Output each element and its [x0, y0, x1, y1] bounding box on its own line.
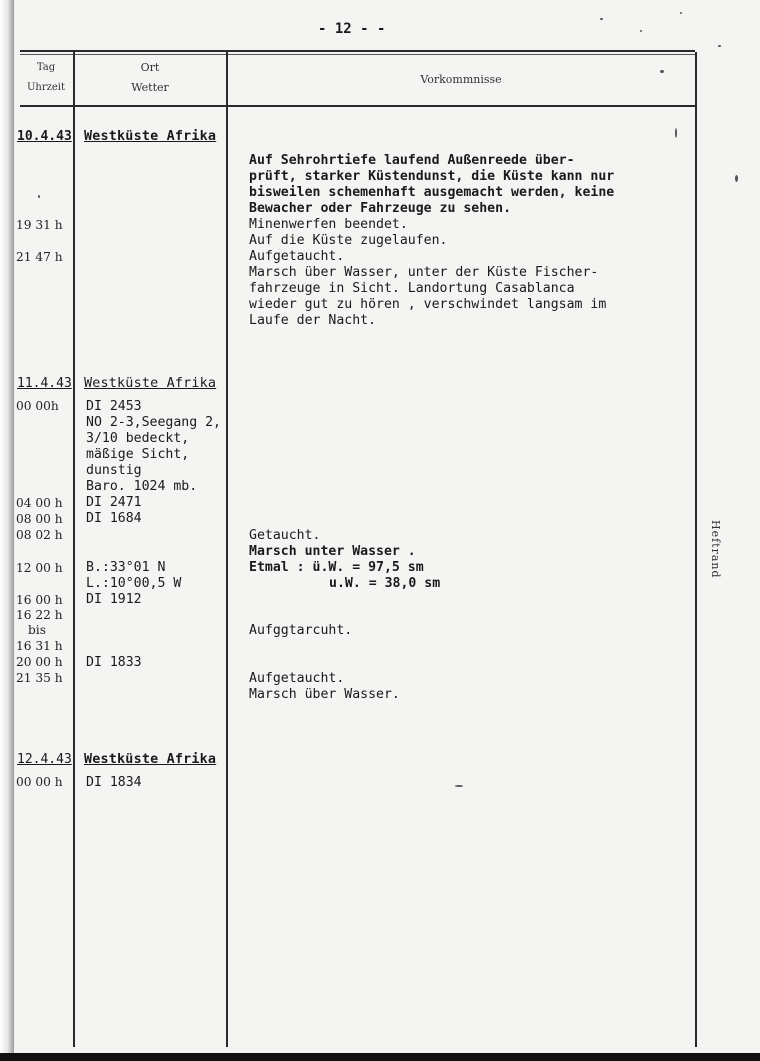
entry-time: 00 00 h	[16, 775, 63, 789]
entry-place: Westküste Afrika	[84, 376, 217, 391]
weather-line: DI 1834	[86, 775, 142, 790]
scan-bottom-edge	[0, 1053, 760, 1061]
weather-line: DI 1684	[86, 511, 142, 526]
weather-line: DI 2453	[86, 399, 142, 414]
header-place-label: Ort	[140, 61, 160, 74]
header-place	[75, 58, 225, 98]
binding-margin-label: Heftrand	[709, 520, 722, 579]
header-day	[20, 58, 72, 98]
scan-speck	[455, 785, 463, 787]
event-line: Auf die Küste zugelaufen.	[249, 233, 448, 248]
weather-line: dunstig	[86, 463, 142, 478]
header-top-rule	[20, 50, 695, 52]
event-line: Aufggtarcuht.	[249, 623, 353, 638]
event-line: Getaucht.	[249, 528, 321, 543]
page-number: - 12 - -	[318, 21, 386, 37]
header-bottom-rule	[20, 105, 695, 107]
scan-speck	[640, 30, 642, 32]
scan-speck	[600, 18, 603, 20]
header-events: Vorkommnisse	[420, 73, 502, 86]
weather-line: mäßige Sicht,	[86, 447, 190, 462]
scan-speck	[675, 128, 677, 138]
event-line: wieder gut zu hören , verschwindet langsam im	[249, 297, 607, 312]
weather-line: NO 2-3,Seegang 2,	[86, 415, 221, 430]
right-margin-rule	[695, 52, 697, 1047]
event-line: Marsch über Wasser.	[249, 687, 400, 702]
event-line: prüft, starker Küstendunst, die Küste kann nur	[249, 169, 615, 184]
event-line: Marsch unter Wasser .	[249, 544, 416, 559]
entry-time: 08 00 h	[16, 512, 63, 526]
entry-place: Westküste Afrika	[84, 129, 217, 144]
header-top-rule-thin	[20, 54, 695, 55]
scan-speck	[38, 195, 40, 198]
entry-time: 12 00 h	[16, 561, 63, 575]
event-line: Auf Sehrohrtiefe laufend Außenreede über-	[249, 153, 575, 168]
entry-time: 20 00 h	[16, 655, 63, 669]
event-line: Etmal : ü.W. = 97,5 sm	[249, 560, 424, 575]
header-weather-label: Wetter	[131, 81, 169, 94]
weather-line: Baro. 1024 mb.	[86, 479, 198, 494]
event-line: Aufgetaucht.	[249, 249, 345, 264]
event-line: Aufgetaucht.	[249, 671, 345, 686]
weather-line: B.:33°01 N	[86, 560, 166, 575]
entry-date: 11.4.43	[17, 376, 72, 391]
entry-time: 04 00 h	[16, 496, 63, 510]
entry-time: 00 00h	[16, 399, 59, 413]
entry-time: 16 22 h	[16, 608, 63, 622]
entry-date: 12.4.43	[17, 752, 72, 767]
event-line: Minenwerfen beendet.	[249, 217, 408, 232]
weather-line: DI 1912	[86, 592, 142, 607]
entry-time: 21 35 h	[16, 671, 63, 685]
entry-time: 16 00 h	[16, 593, 63, 607]
event-line: Bewacher oder Fahrzeuge zu sehen.	[249, 201, 512, 216]
entry-time: 21 47 h	[16, 250, 63, 264]
entry-place: Westküste Afrika	[84, 752, 217, 767]
weather-line: DI 2471	[86, 495, 142, 510]
entry-time: 08 02 h	[16, 528, 63, 542]
entry-time: bis	[28, 623, 46, 637]
scan-speck	[660, 70, 664, 73]
entry-date: 10.4.43	[17, 129, 72, 144]
column-divider-place	[226, 52, 228, 1047]
event-line: u.W. = 38,0 sm	[329, 576, 441, 591]
entry-time: 19 31 h	[16, 218, 63, 232]
weather-line: 3/10 bedeckt,	[86, 431, 190, 446]
header-time-label: Uhrzeit	[26, 82, 66, 93]
event-line: fahrzeuge in Sicht. Landortung Casablanca	[249, 281, 575, 296]
event-line: Marsch über Wasser, unter der Küste Fischer-	[249, 265, 599, 280]
header-day-label: Tag	[36, 62, 56, 73]
scan-speck	[718, 45, 721, 47]
entry-time: 16 31 h	[16, 639, 63, 653]
event-line: bisweilen schemenhaft ausgemacht werden, keine	[249, 185, 615, 200]
column-divider-day	[73, 52, 75, 1047]
weather-line: L.:10°00,5 W	[86, 576, 182, 591]
page-binding-shadow	[0, 0, 14, 1061]
weather-line: DI 1833	[86, 655, 142, 670]
scan-speck	[735, 175, 738, 182]
scan-speck	[680, 12, 682, 14]
event-line: Laufe der Nacht.	[249, 313, 377, 328]
